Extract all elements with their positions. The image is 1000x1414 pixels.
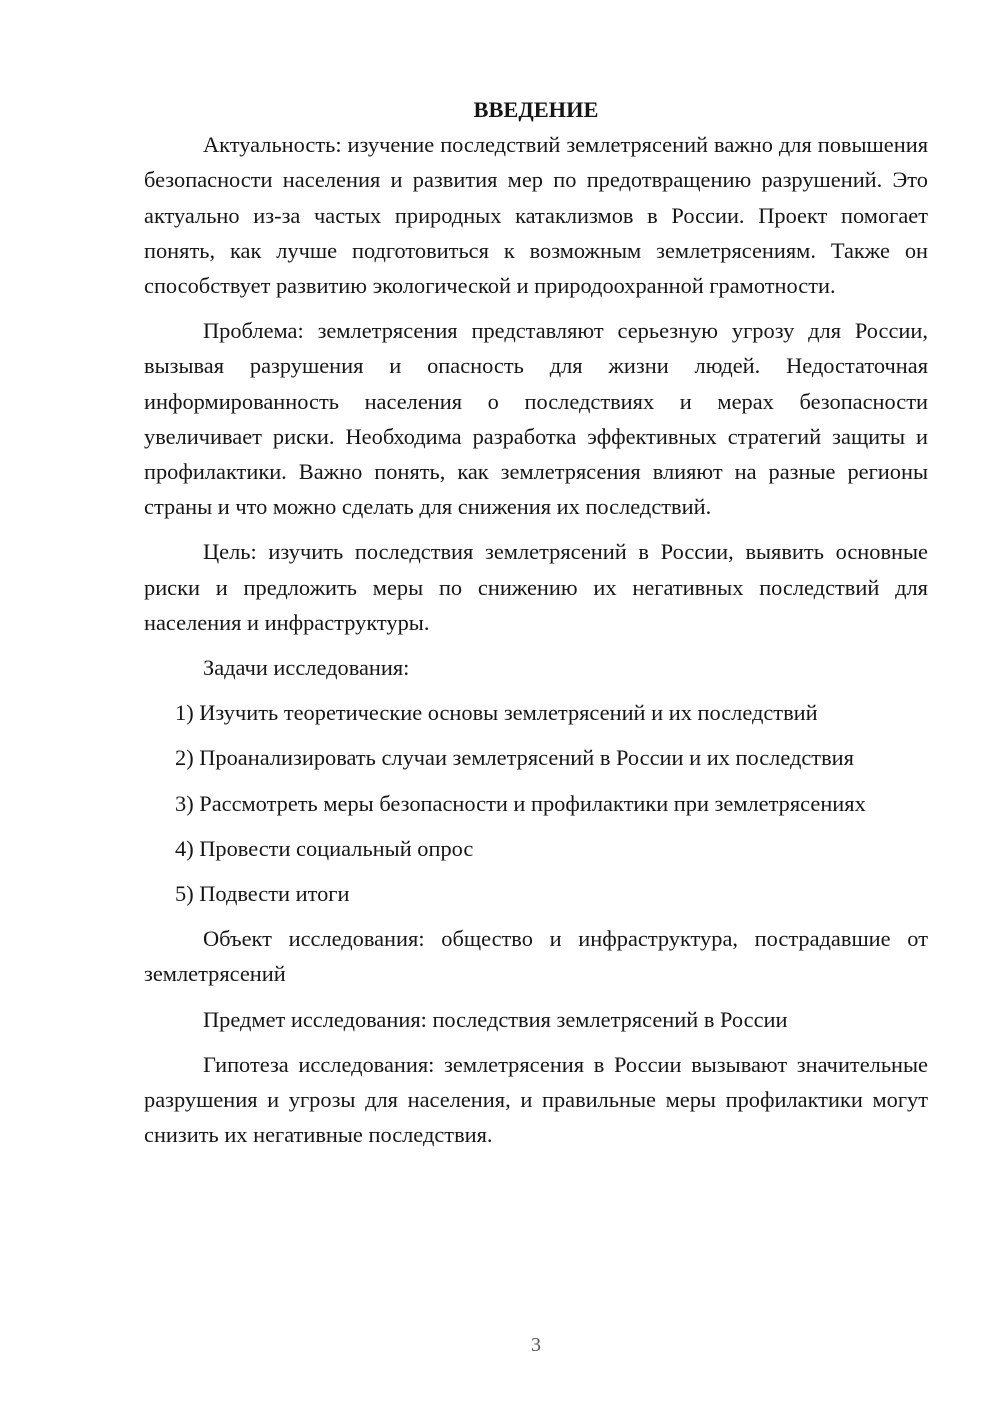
task-item: 1) Изучить теоретические основы землетрясений и их последствий: [175, 700, 818, 726]
page-number: 3: [531, 1334, 541, 1356]
task-item: 4) Провести социальный опрос: [175, 835, 474, 861]
hypothesis-paragraph: Гипотеза исследования: землетрясения в России вызывают значительные разрушения и угрозы для населения, и правильные меры профилактики могут снизить их негативные последствия.: [144, 1051, 928, 1148]
object-paragraph: Объект исследования: общество и инфраструктура, пострадавшие от землетрясений: [144, 926, 928, 987]
task-item: 2) Проанализировать случаи землетрясений в России и их последствия: [175, 745, 854, 771]
goal-paragraph: Цель: изучить последствия землетрясений в России, выявить основные риски и предложить меры по снижению их негативных последствий для населения и инфраструктуры.: [144, 539, 928, 635]
subject-paragraph: Предмет исследования: последствия землетрясений в России: [203, 1006, 788, 1032]
task-item: 3) Рассмотреть меры безопасности и профилактики при землетрясениях: [175, 790, 866, 816]
tasks-heading: Задачи исследования:: [203, 655, 410, 681]
section-title: ВВЕДЕНИЕ: [473, 97, 599, 122]
task-item: 5) Подвести итоги: [175, 881, 350, 907]
page-content: [144, 92, 928, 1162]
problem-paragraph: Проблема: землетрясения представляют серьезную угрозу для России, вызывая разрушения и опасность для жизни людей. Недостаточная информированность населения о последствиях и мерах безопасности увеличивает риски. Необходима разработка эффективных стратегий защиты и профилактики. Важно понять, как землетрясения влияют на разные регионы страны и что можно сделать для снижения их последствий.: [144, 318, 928, 520]
relevance-paragraph: Актуальность: изучение последствий землетрясений важно для повышения безопасности населения и развития мер по предотвращению разрушений. Это актуально из-за частых природных катаклизмов в России. Проект помогает понять, как лучше подготовиться к возможным землетрясениям. Также он способствует развитию экологической и природоохранной грамотности.: [144, 132, 928, 299]
